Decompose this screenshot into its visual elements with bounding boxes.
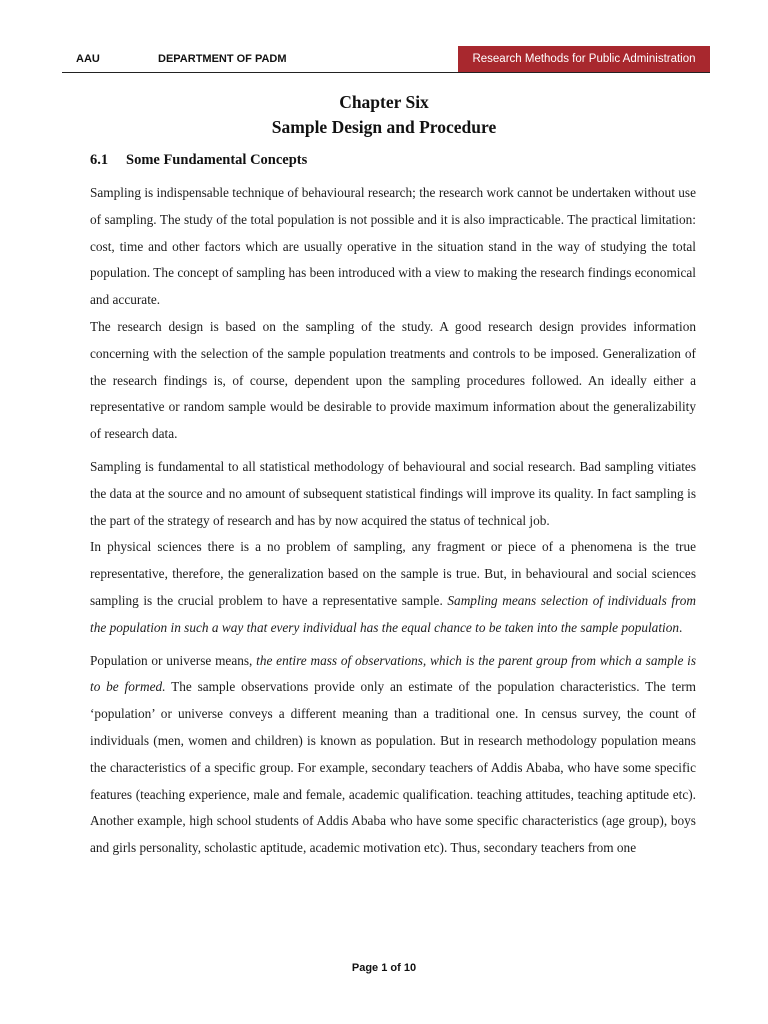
paragraph-1: Sampling is indispensable technique of behavioural research; the research work cannot be undertaken without use of sampling. The study of the total population is not possible and it is also impracticable. The practical limitation: cost, time and other factors which are usually operative in the situation stand in the way of studying the total population. The concept of sampling has been introduced with a view to making the research findings economical and accurate. [90,185,696,308]
header-course-banner: Research Methods for Public Administration [458,46,710,72]
page-footer [0,962,768,974]
body-text [90,180,696,862]
page-of: of [387,962,404,974]
paragraph-5-start: Population or universe means, [90,652,257,668]
paragraph-4-text: In physical sciences there is a no problem of sampling, any fragment or piece of a phenomena is the true representative, therefore, the generalization based on the sample is true. But, in behavioural and social sciences sampling is the crucial problem to have a representative sample. [90,539,696,608]
page-total: 10 [403,962,417,974]
page-label: Page [351,962,382,974]
header-department: DEPARTMENT OF PADM [158,53,287,65]
paragraph-5-definition: the entire mass of observations, which is the parent group from which a sample is to be formed. [90,652,696,695]
paragraph-2: The research design is based on the sampling of the study. A good research design provides information concerning with the selection of the sample population treatments and controls to be imposed. Generalization of the research findings is, of course, dependent upon the sampling procedures followed. An ideally either a representative or random sample would be desirable to provide maximum information about the generalizability of research data. [90,318,696,442]
chapter-title-block [0,90,768,140]
page-header [62,46,710,73]
chapter-number: Chapter Six [339,92,429,112]
paragraph-5 [90,648,696,862]
page-number [352,962,416,974]
section-heading [90,152,307,169]
paragraph-4 [90,534,696,641]
paragraph-4-definition: Sampling means selection of individuals from the population in such a way that every individual has the equal chance to be taken into the sample population [90,592,696,635]
chapter-title: Sample Design and Procedure [271,117,497,137]
paragraph-4-end: . [679,619,683,635]
page-current: 1 [381,962,388,974]
paragraph-3: Sampling is fundamental to all statistical methodology of behavioural and social research. Bad sampling vitiates the data at the source and no amount of subsequent statistical findings will improve its quality. In fact sampling is the part of the strategy of research and has by now acquired the status of technical job. [90,458,696,528]
header-org: AAU [76,53,100,65]
section-number: 6.1 [90,152,109,168]
paragraph-5-text: The sample observations provide only an estimate of the population characteristics. The term ‘population’ or universe conveys a different meaning than a traditional one. In census survey, the count of individuals (men, women and children) is known as population. But in research methodology population means the characteristics of a specific group. For example, secondary teachers of Addis Ababa, who have some specific features (teaching experience, male and female, academic qualification. teaching attitudes, teaching aptitude etc). Another example, high school students of Addis Ababa who have some specific characteristics (age group), boys and girls personality, scholastic aptitude, academic motivation etc). Thus, secondary teachers from one [90,679,696,856]
section-title: Some Fundamental Concepts [126,152,308,168]
